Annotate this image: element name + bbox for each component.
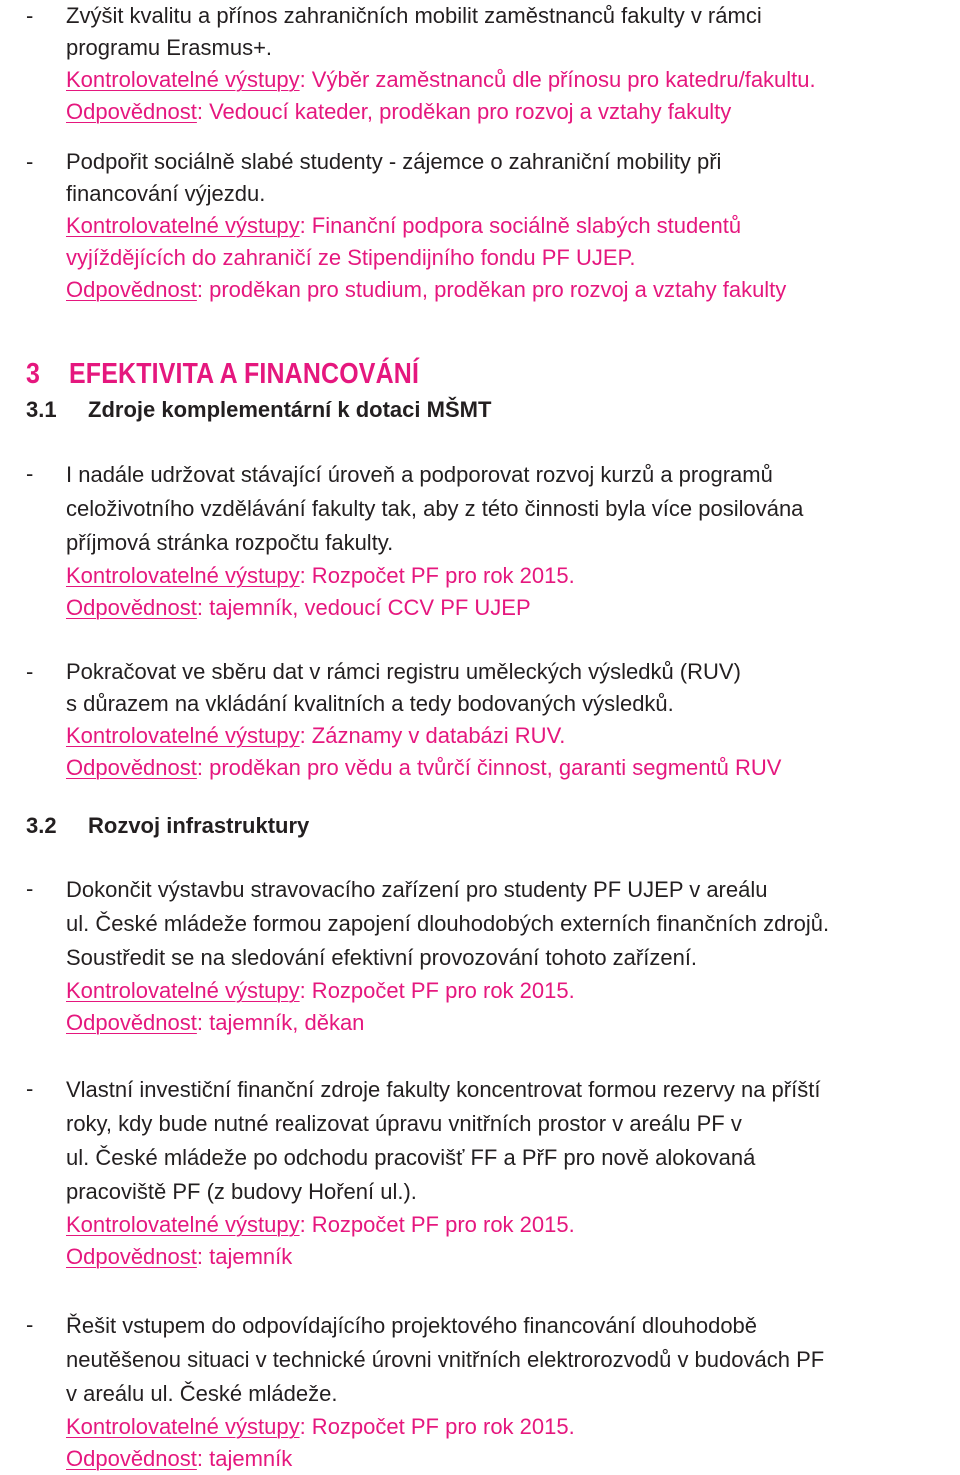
responsibility-label: Odpovědnost (66, 595, 197, 620)
responsibility-line (66, 274, 960, 306)
list-item-body (66, 0, 960, 128)
text-line: ul. České mládeže po odchodu pracovišť FF a PřF pro nově alokovaná (66, 1145, 756, 1170)
responsibility-line (66, 1007, 960, 1039)
responsibility-line (66, 752, 960, 784)
outputs-value: : Rozpočet PF pro rok 2015. (299, 1414, 575, 1439)
list-item-body (66, 458, 960, 624)
responsibility-label: Odpovědnost (66, 277, 197, 302)
outputs-label: Kontrolovatelné výstupy (66, 723, 300, 748)
responsibility-value: : Vedoucí kateder, proděkan pro rozvoj a vztahy fakulty (196, 99, 732, 124)
responsibility-value: : tajemník (196, 1244, 293, 1269)
text-line: s důrazem na vkládání kvalitních a tedy bodovaných výsledků. (66, 691, 674, 716)
text-line: celoživotního vzdělávání fakulty tak, aby z této činnosti byla více posilována (66, 496, 804, 521)
text-line: Dokončit výstavbu stravovacího zařízení pro studenty PF UJEP v areálu (66, 877, 768, 902)
section-title: Rozvoj infrastruktury (88, 813, 310, 838)
outputs-line (66, 210, 960, 242)
outputs-label: Kontrolovatelné výstupy (66, 67, 300, 92)
responsibility-value: : tajemník, vedoucí CCV PF UJEP (196, 595, 531, 620)
section-3-1-heading (26, 394, 491, 426)
section-number: 3.1 (26, 397, 57, 422)
section-3-2-heading (26, 810, 309, 842)
list-item-body (66, 656, 960, 784)
text-line: I nadále udržovat stávající úroveň a podporovat rozvoj kurzů a programů (66, 462, 773, 487)
text-line: pracoviště PF (z budovy Hoření ul.). (66, 1179, 417, 1204)
outputs-value: : Rozpočet PF pro rok 2015. (299, 563, 575, 588)
outputs-label: Kontrolovatelné výstupy (66, 563, 300, 588)
section-title: EFEKTIVITA A FINANCOVÁNÍ (69, 358, 420, 390)
section-number: 3 (26, 358, 41, 390)
outputs-label: Kontrolovatelné výstupy (66, 978, 300, 1003)
list-item-body (66, 1309, 960, 1475)
list-item-body (66, 146, 960, 306)
responsibility-value: : proděkan pro vědu a tvůrčí činnost, garanti segmentů RUV (196, 755, 782, 780)
list-dash: - (26, 659, 34, 684)
section-title: Zdroje komplementární k dotaci MŠMT (88, 397, 492, 422)
outputs-line (66, 64, 960, 96)
outputs-label: Kontrolovatelné výstupy (66, 213, 300, 238)
text-line: Vlastní investiční finanční zdroje fakulty koncentrovat formou rezervy na příští (66, 1077, 821, 1102)
responsibility-label: Odpovědnost (66, 99, 197, 124)
text-line: Pokračovat ve sběru dat v rámci registru uměleckých výsledků (RUV) (66, 659, 741, 684)
responsibility-line (66, 1443, 960, 1475)
responsibility-line (66, 1241, 960, 1273)
list-dash: - (26, 3, 34, 28)
responsibility-label: Odpovědnost (66, 1010, 197, 1035)
text-line: programu Erasmus+. (66, 35, 273, 60)
responsibility-value: : tajemník, děkan (196, 1010, 365, 1035)
responsibility-line (66, 96, 960, 128)
responsibility-value: : tajemník (196, 1446, 293, 1471)
outputs-line (66, 720, 960, 752)
text-line: v areálu ul. České mládeže. (66, 1381, 338, 1406)
text-line: roky, kdy bude nutné realizovat úpravu vnitřních prostor v areálu PF v (66, 1111, 742, 1136)
text-line: Podpořit sociálně slabé studenty - zájemce o zahraniční mobility při (66, 149, 722, 174)
outputs-value: : Rozpočet PF pro rok 2015. (299, 978, 575, 1003)
text-line: příjmová stránka rozpočtu fakulty. (66, 530, 394, 555)
outputs-line (66, 1209, 960, 1241)
outputs-label: Kontrolovatelné výstupy (66, 1414, 300, 1439)
responsibility-label: Odpovědnost (66, 755, 197, 780)
responsibility-line (66, 592, 960, 624)
responsibility-value: : proděkan pro studium, proděkan pro rozvoj a vztahy fakulty (196, 277, 787, 302)
list-dash: - (26, 876, 34, 901)
text-line: ul. České mládeže formou zapojení dlouhodobých externích finančních zdrojů. (66, 911, 830, 936)
list-dash: - (26, 149, 34, 174)
text-line: Řešit vstupem do odpovídajícího projektového financování dlouhodobě (66, 1313, 758, 1338)
list-item-body (66, 873, 960, 1039)
outputs-value: : Rozpočet PF pro rok 2015. (299, 1212, 575, 1237)
outputs-value: : Finanční podpora sociálně slabých studentů (299, 213, 742, 238)
section-3-heading (26, 354, 419, 394)
text-line: Zvýšit kvalitu a přínos zahraničních mobilit zaměstnanců fakulty v rámci (66, 3, 762, 28)
list-dash: - (26, 461, 34, 486)
outputs-line (66, 975, 960, 1007)
text-line: neutěšenou situaci v technické úrovni vnitřních elektrorozvodů v budovách PF (66, 1347, 825, 1372)
outputs-line-continued: vyjíždějících do zahraničí ze Stipendijního fondu PF UJEP. (66, 245, 636, 270)
list-item-body (66, 1073, 960, 1273)
responsibility-label: Odpovědnost (66, 1446, 197, 1471)
responsibility-label: Odpovědnost (66, 1244, 197, 1269)
section-number: 3.2 (26, 813, 57, 838)
outputs-line (66, 1411, 960, 1443)
list-dash: - (26, 1076, 34, 1101)
outputs-value: : Výběr zaměstnanců dle přínosu pro katedru/fakultu. (299, 67, 816, 92)
outputs-line (66, 560, 960, 592)
outputs-label: Kontrolovatelné výstupy (66, 1212, 300, 1237)
list-dash: - (26, 1312, 34, 1337)
text-line: financování výjezdu. (66, 181, 266, 206)
text-line: Soustředit se na sledování efektivní provozování tohoto zařízení. (66, 945, 698, 970)
outputs-value: : Záznamy v databázi RUV. (299, 723, 566, 748)
